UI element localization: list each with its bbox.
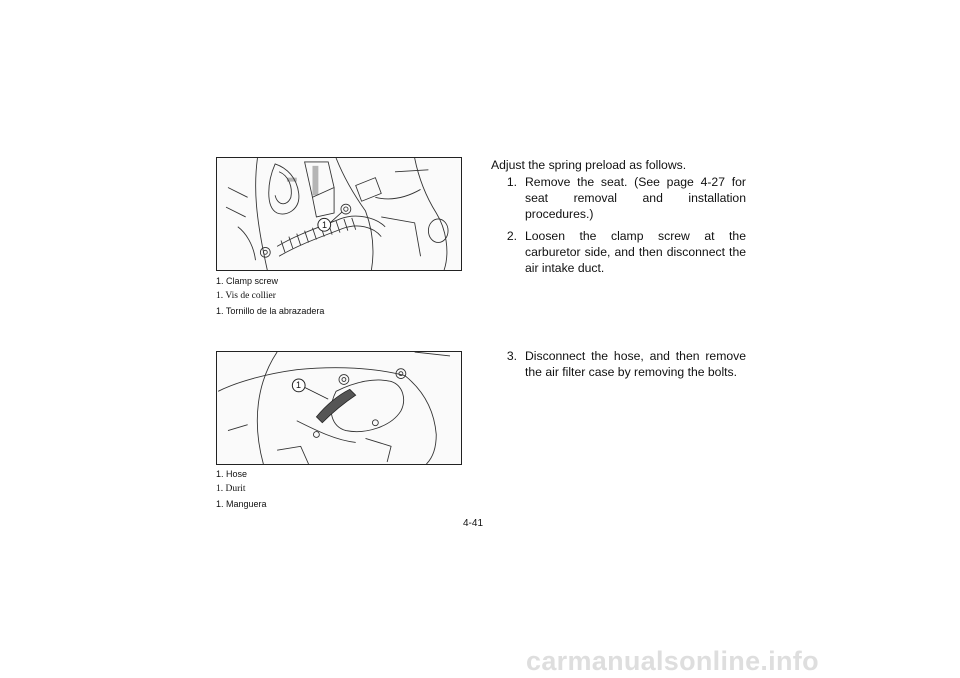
step-text: Remove the seat. (See page 4-27 for seat removal and installation procedures.)	[525, 175, 746, 222]
caption-spanish: 1. Tornillo de la abrazadera	[216, 306, 325, 316]
figure-clamp-screw	[216, 157, 462, 271]
hose-illustration	[217, 352, 461, 464]
step-item	[491, 228, 746, 277]
step-item	[491, 174, 746, 223]
caption-english: 1. Hose	[216, 469, 248, 479]
figure-1-captions	[216, 274, 324, 319]
callout-1: 1	[322, 220, 328, 230]
step-number: 2.	[506, 228, 517, 243]
caption-english: 1. Clamp screw	[216, 276, 279, 286]
figure-hose	[216, 351, 462, 465]
step-text: Loosen the clamp screw at the carburetor side, and then disconnect the air intake duct.	[525, 228, 746, 276]
steps-list-b	[491, 348, 746, 385]
step-number: 3.	[506, 349, 517, 363]
caption-french: 1. Vis de collier	[216, 291, 276, 301]
step-number: 1.	[506, 175, 517, 189]
callout-1: 1	[296, 380, 302, 390]
caption-french: 1. Durit	[216, 484, 246, 494]
step-text: Disconnect the hose, and then remove the air filter case by removing the bolts.	[525, 349, 746, 380]
intro-text: Adjust the spring preload as follows.	[491, 158, 687, 172]
steps-list-a	[491, 174, 746, 281]
step-item	[491, 348, 746, 380]
caption-spanish: 1. Manguera	[216, 499, 267, 509]
page-number: 4-41	[463, 518, 484, 529]
watermark: carmanualsonline.info	[526, 646, 819, 676]
clamp-screw-illustration	[217, 158, 461, 270]
figure-2-captions	[216, 467, 267, 512]
